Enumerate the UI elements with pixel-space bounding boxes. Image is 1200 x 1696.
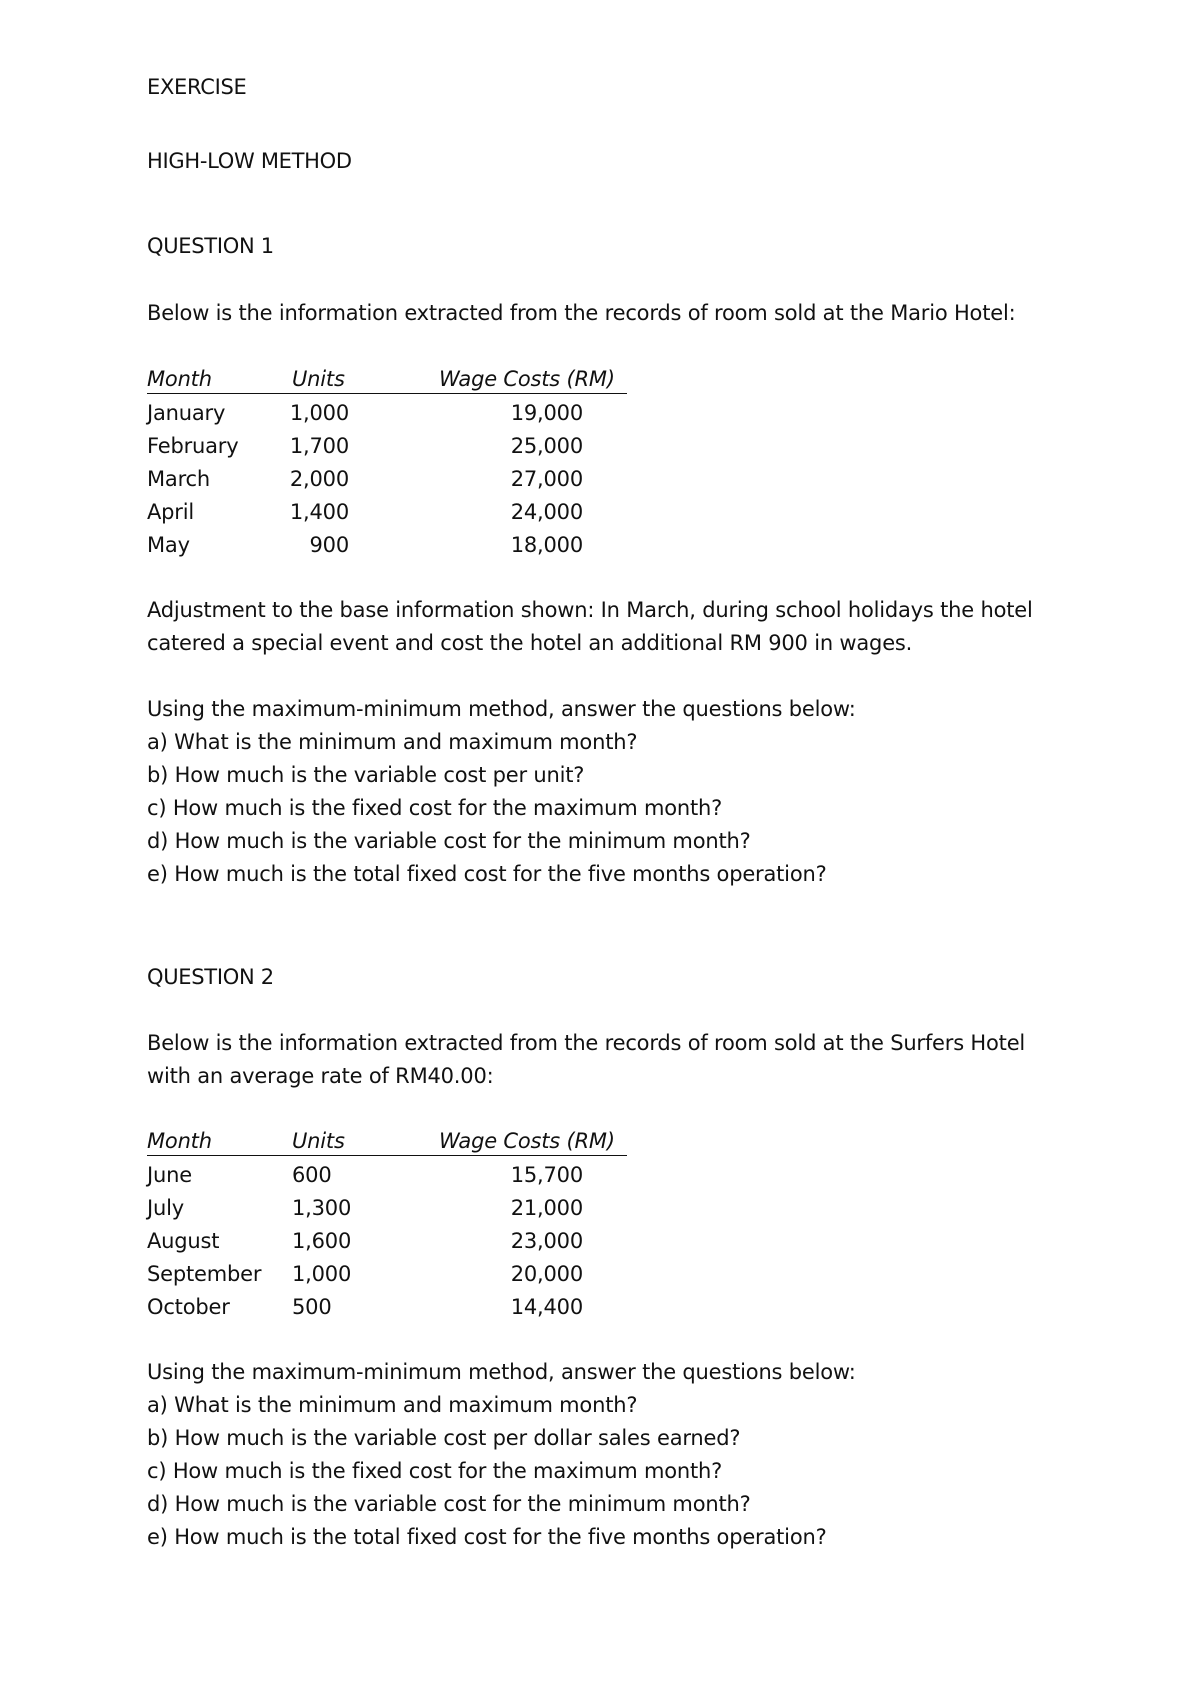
question1-title: QUESTION 1	[147, 234, 274, 258]
cell-wage: 21,000	[510, 1196, 583, 1220]
question1-instruction: Using the maximum-minimum method, answer the questions below:	[147, 697, 856, 721]
question1-item-b: b) How much is the variable cost per unit?	[147, 763, 585, 787]
question2-item-d: d) How much is the variable cost for the minimum month?	[147, 1492, 751, 1516]
column-header-wage: Wage Costs (RM)	[439, 367, 615, 391]
cell-units: 1,700	[289, 434, 349, 458]
cell-wage: 25,000	[510, 434, 583, 458]
table-row	[147, 1228, 627, 1261]
table-row	[147, 433, 627, 466]
cell-month: April	[147, 500, 194, 524]
table-row	[147, 466, 627, 499]
table-row	[147, 499, 627, 532]
cell-month: July	[147, 1196, 184, 1220]
column-header-units: Units	[292, 367, 345, 391]
method-heading: HIGH-LOW METHOD	[147, 149, 352, 173]
cell-month: January	[147, 401, 226, 425]
question1-item-e: e) How much is the total fixed cost for the five months operation?	[147, 862, 827, 886]
cell-units: 500	[292, 1295, 332, 1319]
cell-units: 900	[309, 533, 349, 557]
question1-table-header	[147, 366, 627, 394]
question2-intro-line2: with an average rate of RM40.00:	[147, 1064, 494, 1088]
cell-units: 1,400	[289, 500, 349, 524]
cell-month: March	[147, 467, 211, 491]
table-row	[147, 532, 627, 565]
cell-units: 1,000	[289, 401, 349, 425]
exercise-heading: EXERCISE	[147, 75, 247, 99]
question1-intro: Below is the information extracted from the records of room sold at the Mario Hotel:	[147, 301, 1016, 325]
column-header-month: Month	[147, 1129, 212, 1153]
column-header-wage: Wage Costs (RM)	[439, 1129, 615, 1153]
cell-month: August	[147, 1229, 220, 1253]
cell-wage: 20,000	[510, 1262, 583, 1286]
question2-intro-line1: Below is the information extracted from the records of room sold at the Surfers Hotel	[147, 1031, 1026, 1055]
cell-month: February	[147, 434, 239, 458]
cell-units: 1,300	[292, 1196, 352, 1220]
question1-adjustment-line2: catered a special event and cost the hotel an additional RM 900 in wages.	[147, 631, 913, 655]
cell-wage: 24,000	[510, 500, 583, 524]
question1-adjustment-line1: Adjustment to the base information shown: In March, during school holidays the hotel	[147, 598, 1033, 622]
cell-wage: 19,000	[510, 401, 583, 425]
cell-month: June	[147, 1163, 192, 1187]
column-header-month: Month	[147, 367, 212, 391]
cell-wage: 14,400	[510, 1295, 583, 1319]
question2-item-e: e) How much is the total fixed cost for the five months operation?	[147, 1525, 827, 1549]
cell-units: 1,000	[292, 1262, 352, 1286]
question2-item-b: b) How much is the variable cost per dollar sales earned?	[147, 1426, 741, 1450]
question2-item-a: a) What is the minimum and maximum month?	[147, 1393, 638, 1417]
cell-wage: 23,000	[510, 1229, 583, 1253]
cell-wage: 27,000	[510, 467, 583, 491]
question2-item-c: c) How much is the fixed cost for the maximum month?	[147, 1459, 723, 1483]
question1-item-a: a) What is the minimum and maximum month?	[147, 730, 638, 754]
question1-item-c: c) How much is the fixed cost for the maximum month?	[147, 796, 723, 820]
cell-month: May	[147, 533, 190, 557]
table-row	[147, 1162, 627, 1195]
cell-units: 600	[292, 1163, 332, 1187]
cell-month: September	[147, 1262, 262, 1286]
cell-wage: 18,000	[510, 533, 583, 557]
question2-table	[147, 1128, 627, 1327]
question1-item-d: d) How much is the variable cost for the minimum month?	[147, 829, 751, 853]
table-row	[147, 1261, 627, 1294]
table-row	[147, 1294, 627, 1327]
cell-wage: 15,700	[510, 1163, 583, 1187]
question2-table-header	[147, 1128, 627, 1156]
cell-month: October	[147, 1295, 230, 1319]
question2-title: QUESTION 2	[147, 965, 274, 989]
column-header-units: Units	[292, 1129, 345, 1153]
cell-units: 2,000	[289, 467, 349, 491]
cell-units: 1,600	[292, 1229, 352, 1253]
question2-instruction: Using the maximum-minimum method, answer the questions below:	[147, 1360, 856, 1384]
table-row	[147, 400, 627, 433]
question1-table	[147, 366, 627, 565]
table-row	[147, 1195, 627, 1228]
